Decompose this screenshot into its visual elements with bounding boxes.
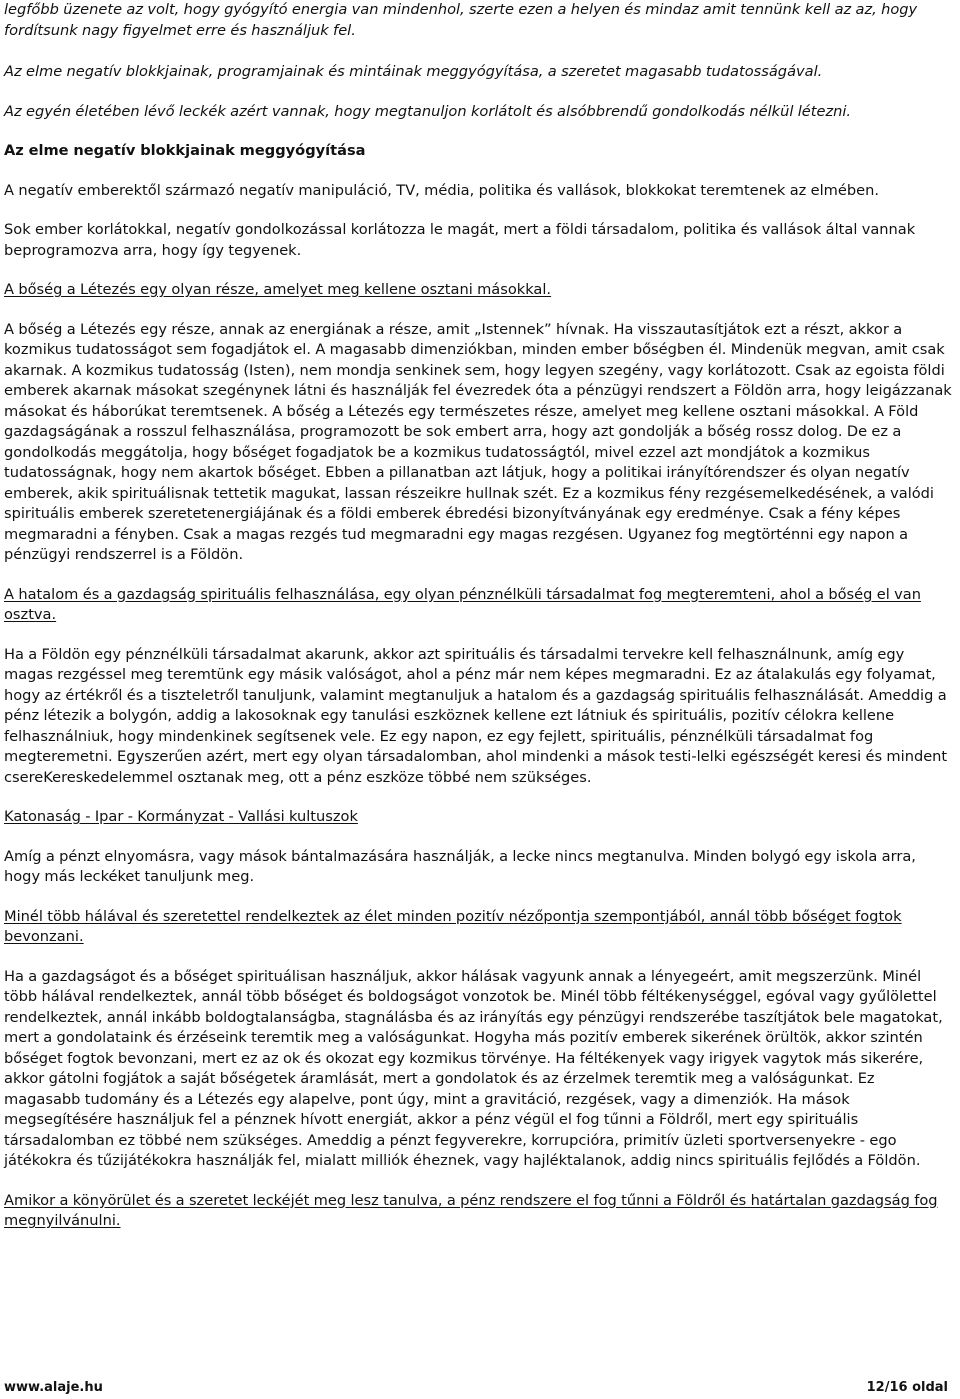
subheading-compassion: Amikor a könyörület és a szeretet leckéjét meg lesz tanulva, a pénz rendszere el fog tűnni a Földről és határtalan gazdagság fog megnyilvánulni. bbox=[4, 1191, 938, 1229]
intro-paragraph: legfőbb üzenete az volt, hogy gyógyító energia van mindenhol, szerte ezen a helyen és mindaz amit tennünk kell az az, hogy fordítsunk nagy figyelmet erre és használjuk fel. bbox=[4, 1, 918, 39]
subheading-power-wealth: A hatalom és a gazdagság spirituális felhasználása, egy olyan pénznélküli társadalmat fog megteremteni, ahol a bőség el van osztva. bbox=[4, 585, 921, 623]
paragraph-limitations: Sok ember korlátokkal, negatív gondolkozással korlátozza le magát, mert a földi társadalom, politika és vallások által vannak beprogramozva arra, hogy így tegyenek. bbox=[4, 221, 916, 259]
page-footer bbox=[4, 1378, 948, 1396]
footer-page-number: 12/16 oldal bbox=[866, 1380, 948, 1395]
paragraph-money-lesson: Amíg a pénzt elnyomásra, vagy mások bántalmazására használják, a lecke nincs megtanulva. Minden bolygó egy iskola arra, hogy más leckéket tanuljunk meg. bbox=[4, 847, 916, 885]
subheading-abundance: A bőség a Létezés egy olyan része, amelyet meg kellene osztani másokkal. bbox=[4, 281, 552, 298]
subheading-gratitude: Minél több hálával és szeretettel rendelkeztek az élet minden pozitív nézőpontja szempontjából, annál több bőséget fogtok bevonzani. bbox=[4, 907, 902, 945]
footer-site-link[interactable]: www.alaje.hu bbox=[4, 1380, 103, 1395]
subheading-military-industry: Katonaság - Ipar - Kormányzat - Vallási kultuszok bbox=[4, 808, 358, 825]
paragraph-life-lessons: Az egyén életében lévő leckék azért vannak, hogy megtanuljon korlátolt és alsóbbrendű gondolkodás nélkül létezni. bbox=[4, 102, 852, 120]
document-page bbox=[4, 0, 954, 1251]
paragraph-gratitude: Ha a gazdagságot és a bőséget spirituálisan használjuk, akkor hálásak vagyunk annak a lényegeért, amit megszerzünk. Minél több hálával rendelkeztek, annál több bőséget és boldogságot vonzotok be. Minél több féltékenységgel, egóval vagy gyűlölettel rendelkeztek, annál inkább boldogtalanságba, stagnálásba és az irányítás egy pénzügyi rendszerébe taszítjátok bele magatokat, mert a gondolataink és érzéseink teremtik meg a valóságunkat. Hogyha más pozitív emberek sikerének örültök, akkor szintén bőséget fogtok bevonzani, mert ez az ok és okozat egy kozmikus törvénye. Ha féltékenyek vagy irigyek vagytok más sikerére, akkor gátolni fogjátok a saját bőségetek áramlását, mert a gondolatok és az érzelmek teremtik meg a valóságunkat. Ez magasabb tudomány és a Létezés egy alapelve, pont úgy, mint a gravitáció, rezgések, vagy a dimenziók. Ha mások megsegítésére használjuk fel a pénznek hívott energiát, akkor a pénz végül el fog tűnni a Földről, mert egy spirituális társadalomban ez többé nem szükséges. Ameddig a pénzt fegyverekre, korrupcióra, primitív üzleti sportversenyekre - ego játékokra és tűzijátékokra használják fel, mialatt milliók éheznek, vagy hajléktalanok, addig nincs spirituális fejlődés a Földön. bbox=[4, 967, 943, 1169]
section-heading-blocks: Az elme negatív blokkjainak meggyógyítása bbox=[4, 142, 366, 159]
paragraph-healing-blocks: Az elme negatív blokkjainak, programjainak és mintáinak meggyógyítása, a szeretet magasabb tudatosságával. bbox=[4, 63, 823, 80]
paragraph-moneyless-society: Ha a Földön egy pénznélküli társadalmat akarunk, akkor azt spirituális és társadalmi tervekre kell felhasználnunk, amíg egy magas rezgéssel meg teremtünk egy másik valóságot, ahol a pénz már nem képes megmaradni. Ez az átalakulás egy folyamat, hogy az értékről és a tiszteletről tanuljunk, valamint megtanuljuk a hatalom és a gazdagság spirituális felhasználását. Ameddig a pénz létezik a bolygón, addig a lakosoknak egy tanulási eszköznek kellene ezt látniuk és spirituális, pozitív célokra kellene felhasználniuk, hogy mindenkinek segítsenek vele. Ez egy napon, ez egy fejlett, spirituális, pénznélküli társadalmat fog megteremetni. Egyszerűen azért, mert egy olyan társadalomban, ahol mindenki a mások testi-lelki egészségét keresi és mindent csereKereskedelemmel osztanak meg, ott a pénz eszköze többé nem szükséges. bbox=[4, 645, 948, 786]
paragraph-manipulation: A negatív emberektől származó negatív manipuláció, TV, média, politika és vallások, blokkokat teremtenek az elmében. bbox=[4, 181, 880, 199]
paragraph-abundance: A bőség a Létezés egy része, annak az energiának a része, amit „Istennek” hívnak. Ha visszautasítjátok ezt a részt, akkor a kozmikus tudatosságot sem fogadjátok el. A magasabb dimenziókban, minden ember bőségben él. Mindenük megvan, amit csak akarnak. A kozmikus tudatosság (Isten), nem mondja senkinek sem, hogy legyen szegény, vagy korlátozott. Csak az egoista földi emberek akarnak másokat szegénynek látni és használják fel évezredek óta a pénzügyi rendszert a Földön arra, hogy leigázzanak másokat és háborúkat teremtsenek. A bőség a Létezés egy természetes része, amelyet meg kellene osztani másokkal. A Föld gazdagságának a rosszul felhasználása, programozott be sok embert arra, hogy azt gondolják a bőség rossz dolog. De ez a gondolkodás meggátolja, hogy bőséget fogadjatok be a kozmikus tudatosságtól, mivel ezzel azt mondjátok a kozmikus tudatosságnak, hogy nem akartok bőséget. Ebben a pillanatban azt látjuk, hogy a politikai irányítórendszer és olyan negatív emberek, akik spirituálisnak tettetik magukat, lassan részeikre hullnak szét. Ez a kozmikus fény rezgésemelkedésének, a valódi spirituális emberek szeretetenergiájának és a földi emberek ébredési bizonyítványának egy eredménye. Csak a fény képes megmaradni a fényben. Csak a magas rezgés tud megmaradni egy magas rezgésen. Ugyanez fog megtörténni egy napon a pénzügyi rendszerrel is a Földön. bbox=[4, 320, 952, 563]
